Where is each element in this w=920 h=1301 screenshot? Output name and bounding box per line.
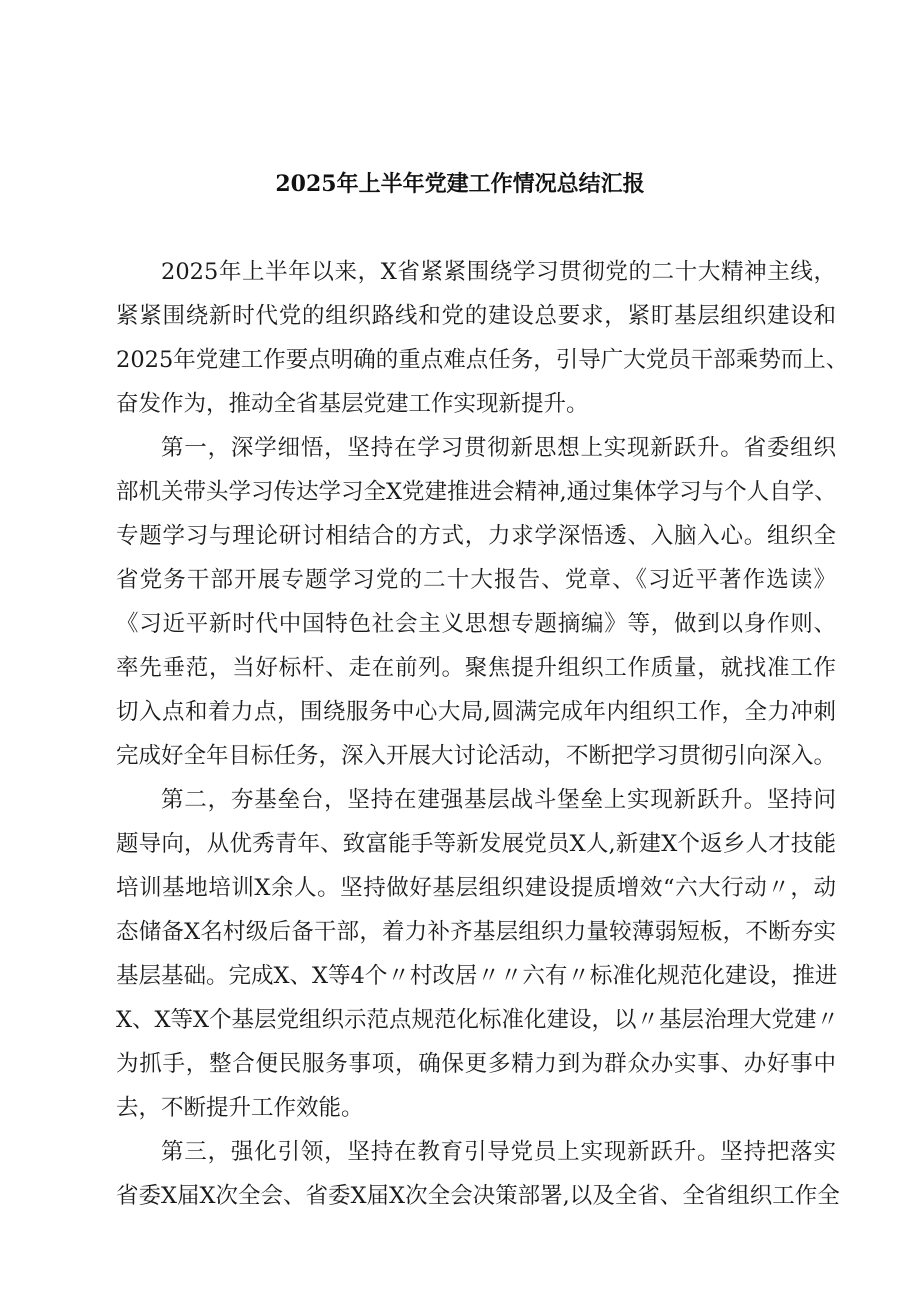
paragraph-line: 紧紧围绕新时代党的组织路线和党的建设总要求，紧盯基层组织建设和 xyxy=(116,303,836,329)
paragraph-line: 切入点和着力点，围绕服务中心大局,圆满完成年内组织工作，全力冲刺 xyxy=(116,699,836,725)
paragraph-intro xyxy=(116,250,849,426)
paragraph-line: 部机关带头学习传达学习全X党建推进会精神,通过集体学习与个人自学、 xyxy=(116,479,837,505)
paragraph-line: 题导向，从优秀青年、致富能手等新发展党员X人,新建X个返乡人才技能 xyxy=(116,831,836,857)
paragraph-line: 第一，深学细悟，坚持在学习贯彻新思想上实现新跃升。省委组织 xyxy=(161,435,836,461)
paragraph-line: 2025年上半年以来，X省紧紧围绕学习贯彻党的二十大精神主线， xyxy=(161,259,836,285)
paragraph-line: 为抓手，整合便民服务事项，确保更多精力到为群众办实事、办好事中 xyxy=(116,1051,836,1077)
paragraph-first xyxy=(116,426,836,778)
paragraph-line: 2025年党建工作要点明确的重点难点任务，引导广大党员干部乘势而上、 xyxy=(116,347,849,373)
paragraph-line: X、X等X个基层党组织示范点规范化标准化建设，以〃基层治理大党建〃 xyxy=(116,1007,840,1033)
document-body xyxy=(116,250,849,1218)
paragraph-line: 专题学习与理论研讨相结合的方式，力求学深悟透、入脑入心。组织全 xyxy=(116,523,836,549)
paragraph-third xyxy=(116,1130,840,1218)
paragraph-line: 基层基础。完成X、X等4个〃村改居〃〃六有〃标准化规范化建设，推进 xyxy=(116,963,838,989)
paragraph-line: 第三，强化引领，坚持在教育引导党员上实现新跃升。坚持把落实 xyxy=(161,1139,836,1165)
paragraph-line: 第二，夯基垒台，坚持在建强基层战斗堡垒上实现新跃升。坚持问 xyxy=(161,787,836,813)
paragraph-line: 完成好全年目标任务，深入开展大讨论活动，不断把学习贯彻引向深入。 xyxy=(116,743,837,769)
paragraph-line: 培训基地培训X余人。坚持做好基层组织建设提质增效“六大行动〃，动 xyxy=(116,875,836,901)
paragraph-line: 率先垂范，当好标杆、走在前列。聚焦提升组织工作质量，就找准工作 xyxy=(116,655,836,681)
paragraph-second xyxy=(116,778,840,1130)
paragraph-line: 《习近平新时代中国特色社会主义思想专题摘编》等，做到以身作则、 xyxy=(116,611,836,637)
paragraph-line: 省委X届X次全会、省委X届X次全会决策部署,以及全省、全省组织工作全 xyxy=(116,1183,840,1209)
paragraph-line: 去，不断提升工作效能。 xyxy=(116,1095,364,1121)
document-title: 2025年上半年党建工作情况总结汇报 xyxy=(275,171,645,197)
paragraph-line: 态储备X名村级后备干部，着力补齐基层组织力量较薄弱短板，不断夯实 xyxy=(116,919,836,945)
paragraph-line: 奋发作为，推动全省基层党建工作实现新提升。 xyxy=(116,391,589,417)
paragraph-line: 省党务干部开展专题学习党的二十大报告、党章、《习近平著作选读》 xyxy=(116,567,836,593)
